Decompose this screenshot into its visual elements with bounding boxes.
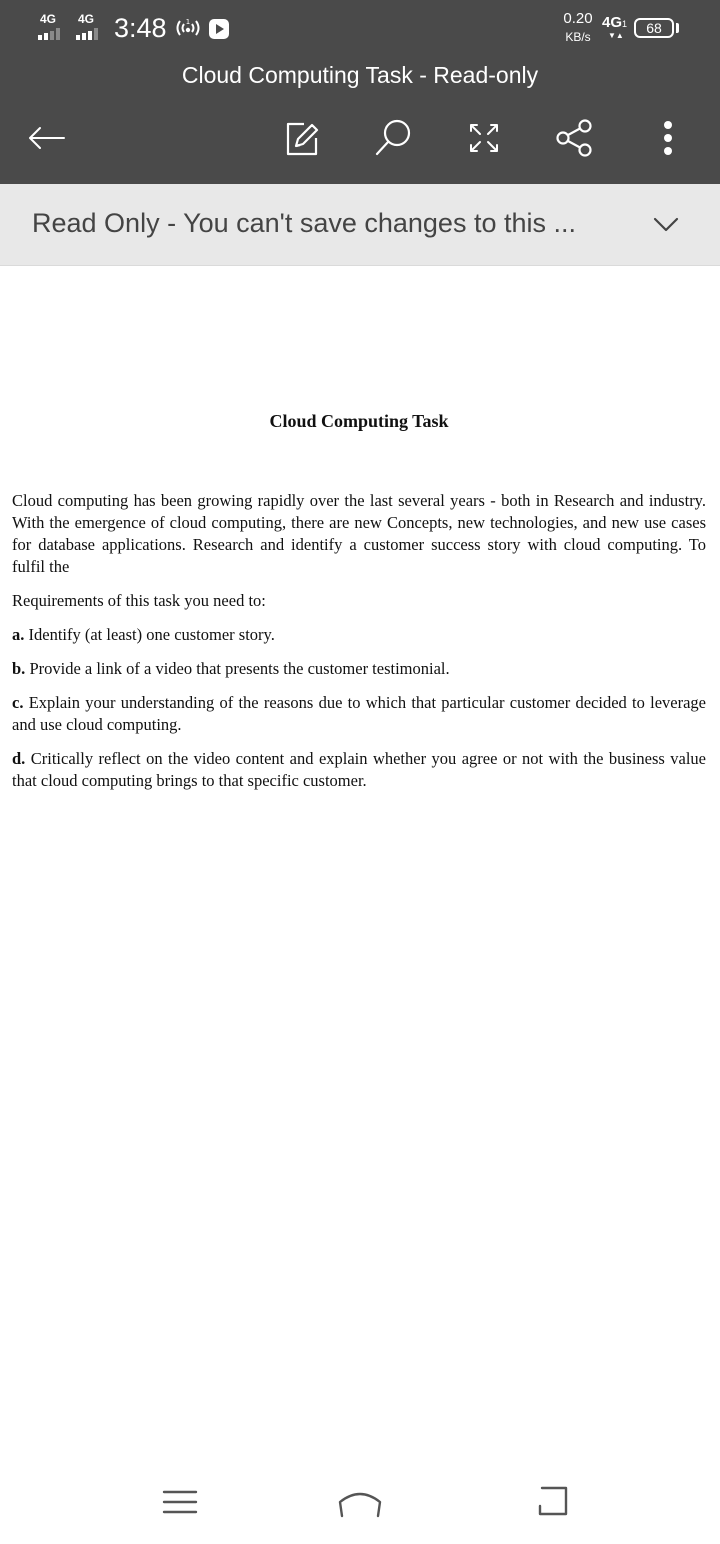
mobile-data-indicator [602,14,632,44]
fullscreen-button[interactable] [460,114,508,162]
item-text: Identify (at least) one customer story. [24,625,275,644]
item-marker: a. [12,625,25,644]
item-text: Critically reflect on the video content and explain whether you agree or not with the business value that cloud computing brings to that specific customer. [12,749,706,790]
back-button[interactable] [22,114,70,162]
requirements-lead: Requirements of this task you need to: [12,591,266,610]
share-icon [554,117,596,159]
item-text: Provide a link of a video that presents the customer testimonial. [25,659,450,678]
network-label: 4G [602,14,623,31]
requirement-item-d [12,748,706,792]
battery-tip [676,23,679,33]
sim2-label: 4G [78,12,95,26]
intro-paragraph: Cloud computing has been growing rapidly over the last several years - both in Research and industry. With the emergence of cloud computing, there are new Concepts, new technologies, and new use cases for database applications. Research and identify a customer success story with cloud computing. To fulfil the [12,491,706,576]
sim1-signal [38,12,72,44]
data-arrows-icon: ▼▲ [608,31,624,40]
sim2-signal-bars-icon [76,28,98,40]
requirement-item-c [12,692,706,736]
item-marker: c. [12,693,24,712]
recent-apps-icon [160,1482,200,1522]
play-store-icon [208,18,230,40]
network-speed [554,10,602,46]
read-only-message: Read Only - You can't save changes to this ... [32,208,576,238]
battery-icon [634,18,674,38]
hotspot-digit: 1 [185,18,191,26]
speed-value: 0.20 [563,10,593,27]
document-title-bar: Cloud Computing Task - Read-only [181,62,539,88]
search-icon [373,117,415,159]
status-bar [0,0,720,56]
home-button[interactable] [336,1480,384,1524]
sim1-signal-bars-icon [38,28,60,40]
edit-pen-icon [282,118,322,158]
requirement-item-a [12,624,706,646]
document-body [12,398,706,804]
search-button[interactable] [370,114,418,162]
item-text: Explain your understanding of the reasons due to which that particular customer decided to leverage and use cloud computing. [12,693,706,734]
fullscreen-icon [465,119,503,157]
item-marker: d. [12,749,26,768]
sim2-signal [76,12,110,44]
sim1-label: 4G [40,12,57,26]
back-icon [530,1482,570,1522]
app-header [0,0,720,184]
edit-button[interactable] [278,114,326,162]
speed-unit: KB/s [565,30,591,44]
document-heading: Cloud Computing Task [269,411,449,431]
item-marker: b. [12,659,26,678]
recent-apps-button[interactable] [156,1480,204,1524]
hotspot-icon [174,16,202,40]
system-back-button[interactable] [526,1480,574,1524]
battery-level: 68 [646,20,662,36]
read-only-banner[interactable] [0,184,720,266]
more-vertical-icon [658,118,678,158]
home-icon [336,1482,384,1522]
back-arrow-icon [24,123,68,153]
network-sub: 1 [622,19,628,29]
requirement-item-b [12,658,706,680]
chevron-down-icon[interactable] [650,208,682,240]
share-button[interactable] [551,114,599,162]
more-options-button[interactable] [644,114,692,162]
status-time: 3:48 [114,13,167,43]
